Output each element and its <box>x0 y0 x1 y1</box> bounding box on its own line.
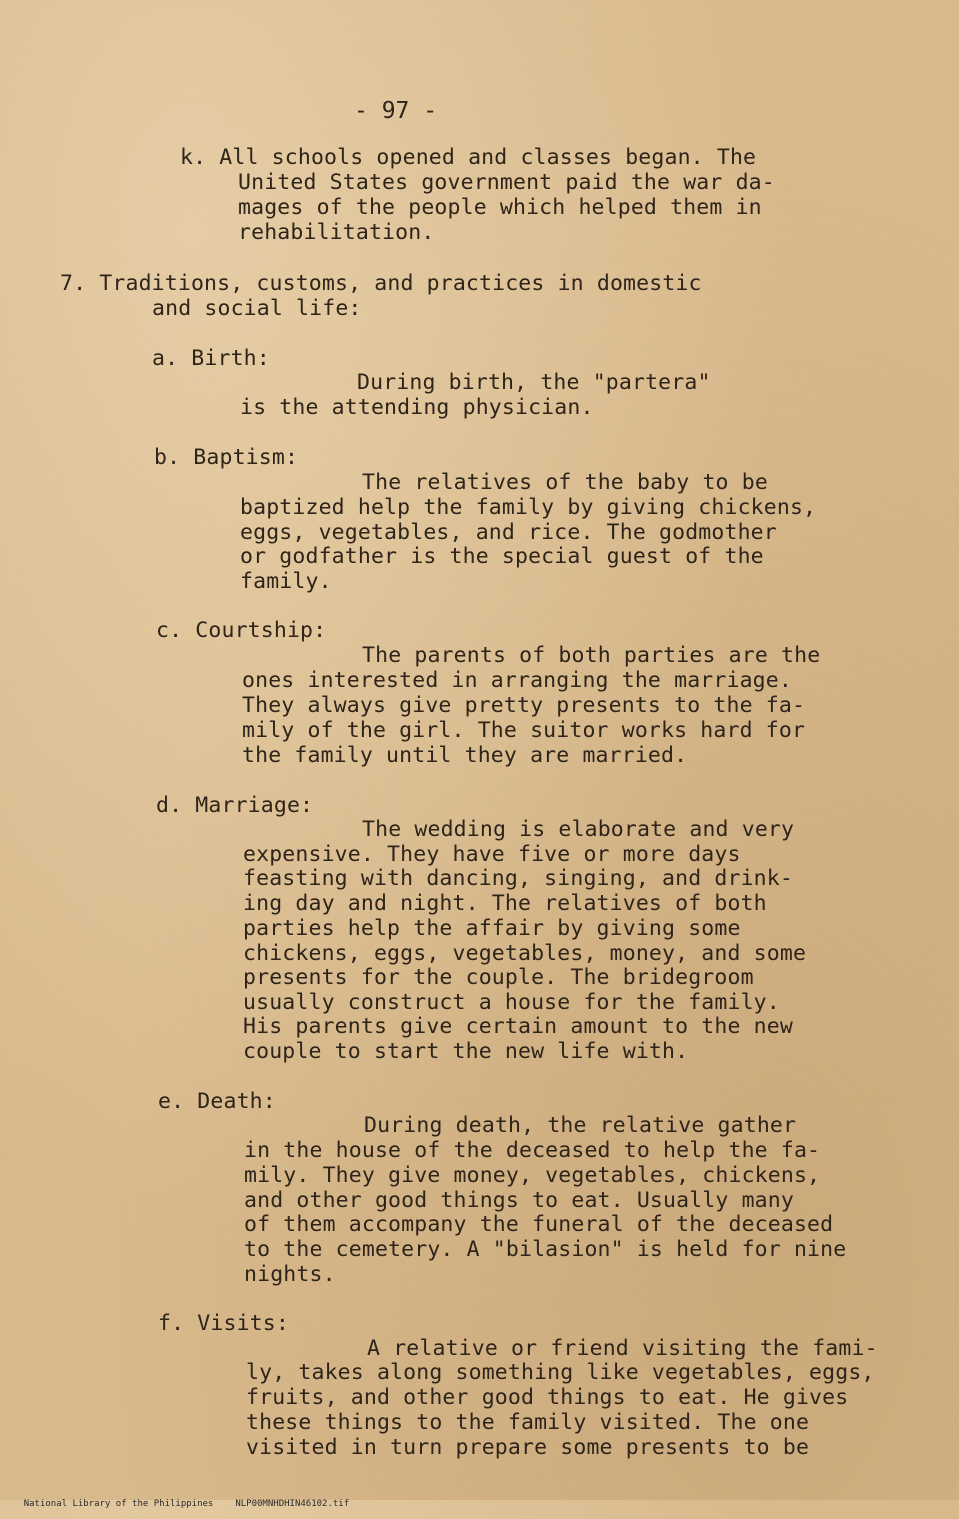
section-7-heading: 7. Traditions, customs, and practices in domestic <box>60 271 702 296</box>
marriage-line-4: ing day and night. The relatives of both <box>243 891 767 916</box>
section-7-heading-cont: and social life: <box>152 296 362 321</box>
baptism-line-1: The relatives of the baby to be <box>362 470 768 495</box>
death-line-7: nights. <box>244 1262 336 1287</box>
item-k-line-1: k. All schools opened and classes began. The <box>180 145 757 170</box>
marriage-heading: d. Marriage: <box>156 793 314 818</box>
item-k-line-2: United States government paid the war da- <box>238 170 775 195</box>
item-k-line-3: mages of the people which helped them in <box>238 195 762 220</box>
footer-library: National Library of the Philippines <box>23 1499 214 1509</box>
baptism-line-4: or godfather is the special guest of the <box>240 544 764 569</box>
marriage-line-10: couple to start the new life with. <box>243 1039 689 1064</box>
courtship-line-1: The parents of both parties are the <box>362 643 821 668</box>
visits-line-2: ly, takes along something like vegetables, eggs, <box>246 1360 875 1385</box>
death-line-6: to the cemetery. A "bilasion" is held for nine <box>244 1237 847 1262</box>
marriage-line-3: feasting with dancing, singing, and drink- <box>243 866 793 891</box>
birth-line-1: During birth, the "partera" <box>357 370 711 395</box>
courtship-line-5: the family until they are married. <box>242 743 688 768</box>
death-line-2: in the house of the deceased to help the fa- <box>244 1138 821 1163</box>
courtship-heading: c. Courtship: <box>156 618 327 643</box>
courtship-line-3: They always give pretty presents to the fa- <box>242 693 806 718</box>
item-k-line-4: rehabilitation. <box>238 220 435 245</box>
page-number: - 97 - <box>354 98 438 124</box>
footer-filename: NLP00MNHDHIN46102.tif <box>235 1499 350 1509</box>
marriage-line-7: presents for the couple. The bridegroom <box>243 965 754 990</box>
marriage-line-6: chickens, eggs, vegetables, money, and some <box>243 941 807 966</box>
death-heading: e. Death: <box>158 1089 276 1114</box>
marriage-line-2: expensive. They have five or more days <box>243 842 741 867</box>
death-line-5: of them accompany the funeral of the deceased <box>244 1212 834 1237</box>
visits-line-4: these things to the family visited. The one <box>246 1410 810 1435</box>
baptism-line-3: eggs, vegetables, and rice. The godmother <box>240 520 777 545</box>
marriage-line-9: His parents give certain amount to the new <box>243 1014 793 1039</box>
death-line-4: and other good things to eat. Usually many <box>244 1188 794 1213</box>
birth-heading: a. Birth: <box>152 346 270 371</box>
birth-line-2: is the attending physician. <box>240 395 594 420</box>
marriage-line-8: usually construct a house for the family. <box>243 990 780 1015</box>
visits-heading: f. Visits: <box>158 1311 289 1336</box>
courtship-line-2: ones interested in arranging the marriage. <box>242 668 792 693</box>
visits-line-1: A relative or friend visiting the fami- <box>367 1336 878 1361</box>
baptism-heading: b. Baptism: <box>154 445 299 470</box>
baptism-line-5: family. <box>240 569 332 594</box>
marriage-line-5: parties help the affair by giving some <box>243 916 741 941</box>
courtship-line-4: mily of the girl. The suitor works hard for <box>242 718 806 743</box>
marriage-line-1: The wedding is elaborate and very <box>362 817 795 842</box>
visits-line-3: fruits, and other good things to eat. He gives <box>246 1385 849 1410</box>
death-line-1: During death, the relative gather <box>364 1113 797 1138</box>
baptism-line-2: baptized help the family by giving chickens, <box>240 495 817 520</box>
death-line-3: mily. They give money, vegetables, chickens, <box>244 1163 821 1188</box>
visits-line-5: visited in turn prepare some presents to be <box>246 1435 810 1460</box>
scan-footer <box>2 1489 371 1519</box>
